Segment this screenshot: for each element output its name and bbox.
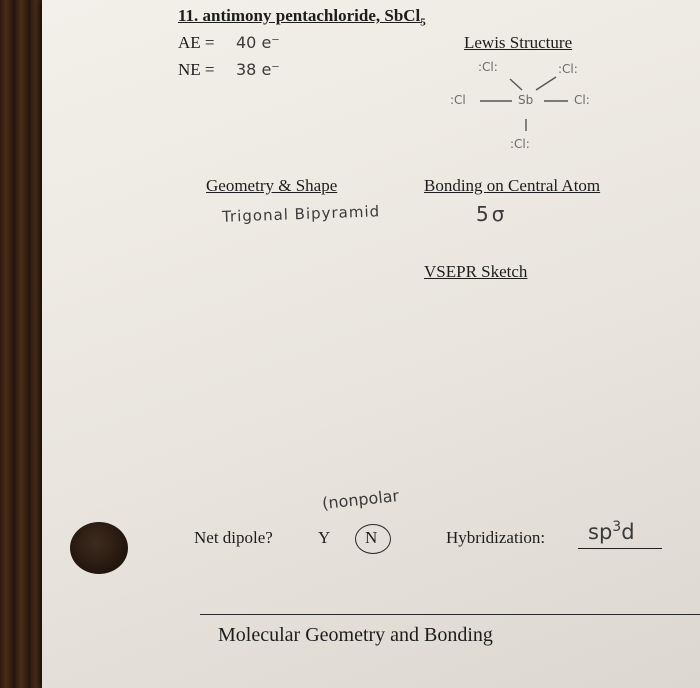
nonpolar-note: (nonpolar — [321, 486, 400, 513]
hybridization-answer: $sp^3d$ — [588, 519, 635, 544]
atom-cl-right: Cl: — [574, 93, 590, 107]
ne-label: NE = — [178, 60, 215, 79]
bonding-central-atom-label: Bonding on Central Atom — [424, 176, 601, 195]
atom-cl-left: :Cl — [450, 93, 466, 107]
geometry-shape-answer: Trigonal Bipyramid — [221, 202, 381, 226]
lewis-bond-lines — [440, 55, 610, 165]
atom-cl-bottom: :Cl: — [510, 137, 530, 151]
atom-sb-center: Sb — [518, 93, 534, 107]
ae-value: 40 e⁻ — [236, 33, 280, 52]
binder-hole — [70, 522, 128, 574]
net-dipole-label: Net dipole? — [194, 528, 273, 547]
lewis-structure-label: Lewis Structure — [464, 33, 573, 52]
geometry-shape-label: Geometry & Shape — [206, 176, 338, 195]
hybridization-blank — [578, 548, 662, 549]
lewis-structure-drawing — [440, 55, 610, 165]
atom-cl-top-left: :Cl: — [478, 60, 498, 74]
ae-label: AE = — [178, 33, 215, 52]
vsepr-sketch-label: VSEPR Sketch — [424, 262, 528, 281]
problem-title: 11. antimony pentachloride, SbCl$_5$ — [178, 6, 426, 29]
ne-value: 38 e⁻ — [236, 60, 280, 79]
footer-divider — [200, 614, 700, 615]
hybridization-label: Hybridization: — [446, 528, 546, 547]
wood-desk-background — [0, 0, 46, 688]
dipole-option-n: N — [365, 528, 378, 547]
dipole-option-y: Y — [318, 528, 331, 547]
atom-cl-top-right: :Cl: — [558, 62, 578, 76]
bonding-central-atom-answer: 5σ — [476, 202, 508, 226]
footer-title: Molecular Geometry and Bonding — [218, 624, 493, 646]
